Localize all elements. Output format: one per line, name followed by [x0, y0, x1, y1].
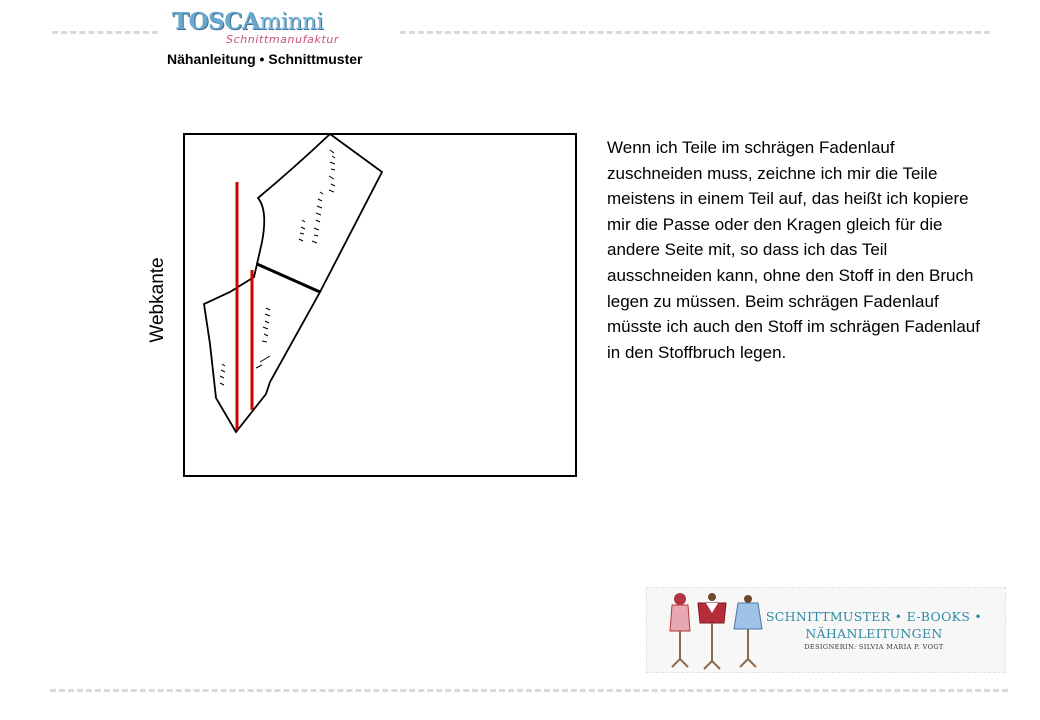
bottom-divider — [50, 689, 1008, 692]
top-divider-right — [400, 31, 990, 34]
mannequin-1 — [670, 593, 690, 667]
selvedge-label: Webkante — [147, 257, 168, 343]
logo-light: minni — [259, 9, 324, 35]
banner-line-1: SCHNITTMUSTER • E-BOOKS • — [765, 609, 983, 624]
banner-line-2: NÄHANLEITUNGEN — [805, 626, 943, 641]
mannequin-illustration — [660, 589, 770, 673]
top-divider-left — [52, 31, 158, 34]
mannequin-2 — [698, 593, 726, 669]
page-subtitle: Nähanleitung • Schnittmuster — [167, 51, 363, 67]
instruction-text: Wenn ich Teile im schrägen Fadenlauf zuschneiden muss, zeichne ich mir die Teile meistens in einem Teil auf, das heißt ich kopiere mir die Passe oder den Kragen gleich für die andere Seite mit, so dass ich das Teil ausschneiden kann, ohne den Stoff in den Bruch legen zu müssen. Beim schrägen Fadenlauf müsste ich auch den Stoff im schrägen Fadenlauf in den Stoffbruch legen. — [607, 138, 980, 362]
logo-bold: TOSCA — [172, 8, 260, 35]
brand-logo[interactable] — [172, 8, 323, 35]
banner-designer: DESIGNERIN: SILVIA MARIA P. VOGT — [804, 643, 944, 651]
cutting-diagram — [182, 132, 582, 482]
logo-tagline: Schnittmanufaktur — [226, 33, 340, 46]
